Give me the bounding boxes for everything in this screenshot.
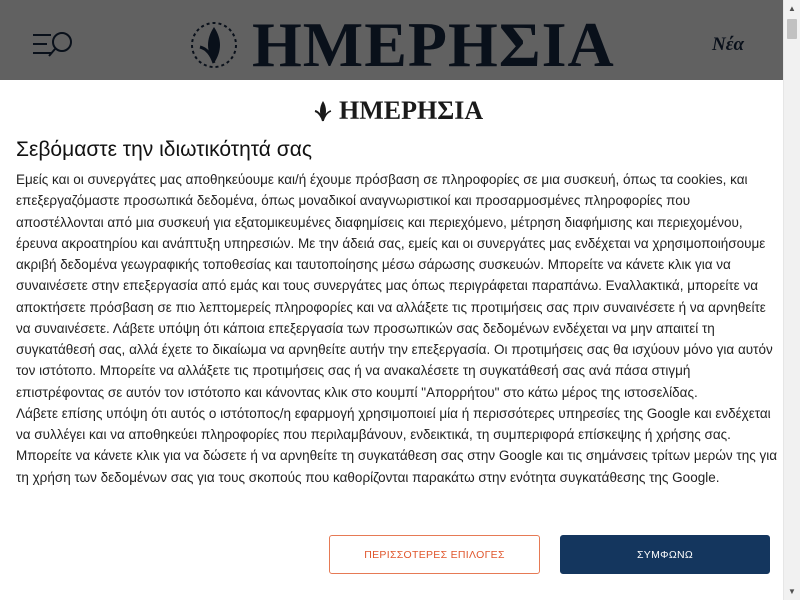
scroll-down-icon[interactable]: ▼ (788, 587, 796, 596)
consent-title: Σεβόμαστε την ιδιωτικότητά σας (16, 138, 312, 161)
scroll-thumb[interactable] (787, 19, 797, 39)
agree-button[interactable]: ΣΥΜΦΩΝΩ (560, 535, 770, 574)
consent-body (16, 169, 778, 488)
scroll-up-icon[interactable]: ▲ (788, 4, 796, 13)
consent-logo (312, 96, 483, 126)
consent-dialog (0, 80, 783, 600)
page-scrollbar[interactable] (783, 0, 800, 600)
consent-paragraph: Λάβετε επίσης υπόψη ότι αυτός ο ιστότοπος/η εφαρμογή χρησιμοποιεί μία ή περισσότερες υπηρεσίες της Google και ενδέχεται να συλλέγει και να αποθηκεύει πληροφορίες που περιλαμβάνουν, ενδεικτικά, τη συμπεριφορά επίσκεψης ή χρήσης σας. Μπορείτε να κάνετε κλικ για να δώσετε ή να αρνηθείτε τη συγκατάθεση σας στην Google και τις σημάνσεις τρίτων μερών της για τη χρήση των δεδομένων σας για τους σκοπούς που καθορίζονται παρακάτω στην ενότητα συγκατάθεσης της Google. (16, 405, 778, 485)
consent-paragraph: Εμείς και οι συνεργάτες μας αποθηκεύουμε και/ή έχουμε πρόσβαση σε πληροφορίες σε μια συσκευή, όπως τα cookies, και επεξεργαζόμαστε προσωπικά δεδομένα, όπως μοναδικοί αναγνωριστικοί και προσαρμοσμένες πληροφορίες που αποστέλλονται από μια συσκευή για εξατομικευμένες διαφημίσεις και περιεχόμενο, μέτρηση διαφήμισης και περιεχομένου, έρευνα ακροατηρίου και ανάπτυξη υπηρεσιών. Με την άδειά σας, εμείς και οι συνεργάτες μας ενδέχεται να χρησιμοποιήσουμε ακριβή δεδομένα γεωγραφικής τοποθεσίας και ταυτοποίησης μέσω σάρωσης συσκευών. Μπορείτε να κάνετε κλικ για να συναινέσετε στην επεξεργασία από εμάς και τους συνεργάτες μας όπως περιγράφεται παραπάνω. Εναλλακτικά, μπορείτε να αποκτήσετε πρόσβαση σε πιο λεπτομερείς πληροφορίες και να αλλάξετε τις προτιμήσεις σας πριν συναινέσετε ή να αρνηθείτε να συναινέσετε. Λάβετε υπόψη ότι κάποια επεξεργασία των προσωπικών σας δεδομένων ενδέχεται να μην απαιτεί τη συγκατάθεσή σας, αλλά έχετε το δικαίωμα να αρνηθείτε αυτήν την επεξεργασία. Οι προτιμήσεις σας θα ισχύουν μόνο για αυτόν τον ιστότοπο. Μπορείτε να αλλάξετε τις προτιμήσεις σας ή να ανακαλέσετε τη συγκατάθεσή σας ανά πάσα στιγμή επιστρέφοντας σε αυτόν τον ιστότοπο και κάνοντας κλικ στο κουμπί "Απορρήτου" στο κάτω μέρος της ιστοσελίδας. (16, 172, 773, 400)
consent-emblem-icon (312, 99, 334, 123)
more-options-button[interactable]: ΠΕΡΙΣΣΟΤΕΡΕΣ ΕΠΙΛΟΓΕΣ (329, 535, 540, 574)
consent-logo-text: ΗΜΕΡΗΣΙΑ (339, 96, 484, 125)
